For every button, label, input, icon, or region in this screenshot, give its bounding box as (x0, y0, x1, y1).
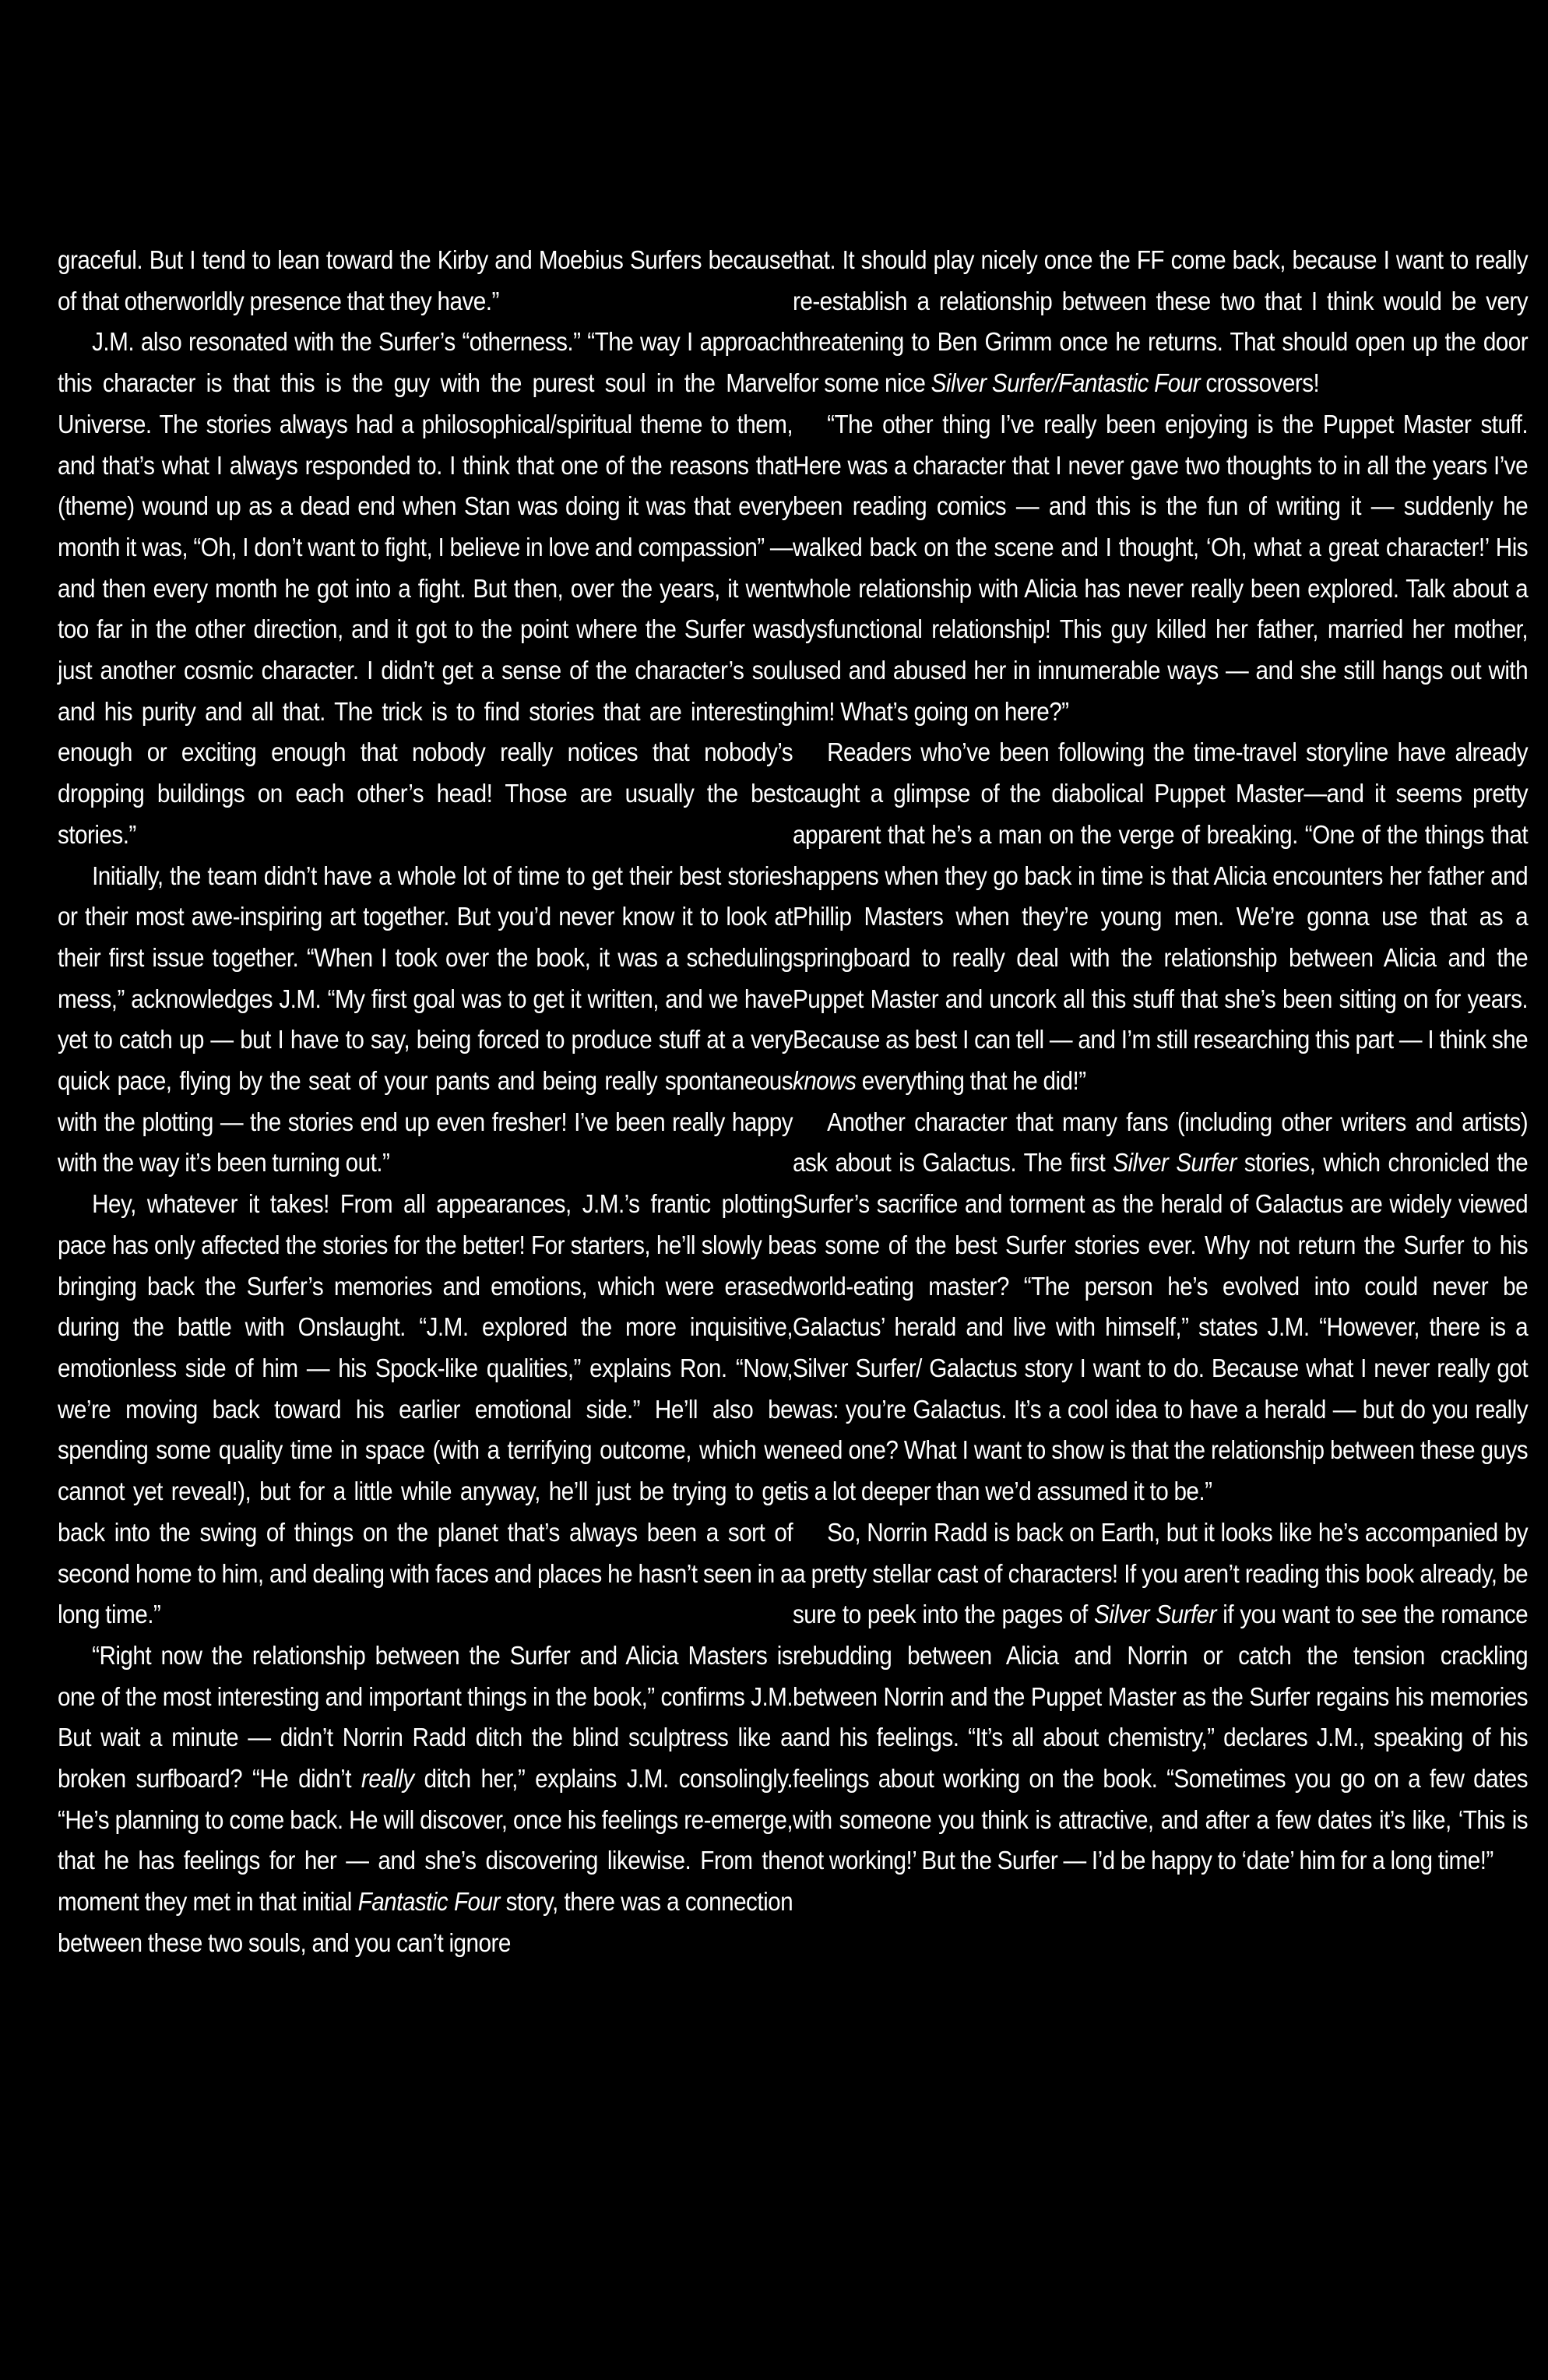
right-text-column (793, 240, 1528, 1882)
paragraph (793, 732, 1528, 1101)
text-run: Readers who’ve been following the time-travel storyline have already caught a glimpse of the diabolical Puppet Master—and it seems pretty apparent that he’s a man on the verge of breaking. “One of the things that happens when they go back in time is that Alicia encounters her father and Phillip Masters when they’re young men. We’re gonna use that as a springboard to really deal with the relationship between Alicia and the Puppet Master and uncork all this stuff that she’s been sitting on for years. Because as best I can tell — and I’m still researching this part — I think she (793, 738, 1529, 1054)
paragraph (793, 1512, 1528, 1882)
paragraph (58, 322, 793, 855)
text-run: Hey, whatever it takes! From all appearances, J.M.’s frantic plotting pace has only affected the stories for the better! For starters, he’ll slowly be bringing back the Surfer’s memories and emotions, which were erased during the battle with Onslaught. “J.M. explored the more inquisitive, emotionless side of him — his Spock-like qualities,” explains Ron. “Now, we’re moving back toward his earlier emotional side.” He’ll also be spending some quality time in space (with a terrifying outcome, which we cannot yet reveal!), but for a little while anyway, he’ll just be trying to get back into the swing of things on the planet that’s always been a sort of second home to him, and dealing with faces and places he hasn’t seen in a long time.” (58, 1189, 793, 1629)
text-run: So, Norrin Radd is back on Earth, but it looks like he’s accompanied by a pretty stellar cast of characters! If you aren’t reading this book already, be sure to peek into the pages of (793, 1517, 1529, 1629)
paragraph (793, 1102, 1528, 1512)
text-run: crossovers! (1200, 368, 1320, 398)
paragraph (58, 856, 793, 1185)
text-run: ditch her,” explains J.M. consolingly. “He’s planning to come back. He will discover, once his feelings re-emerge, that he has feelings for her — and she’s discovering likewise. From the moment they met in that initial (58, 1764, 793, 1917)
text-run: Another character that many fans (including other writers and artists) ask about is Galactus. The first (793, 1107, 1529, 1178)
text-run: “Right now the relationship between the Surfer and Alicia Masters is one of the most interesting and important things in the book,” confirms J.M. But wait a minute — didn’t Norrin Radd ditch the blind sculptress like a broken surfboard? “He didn’t (58, 1640, 793, 1794)
text-run: that. It should play nicely once the FF come back, because I want to really re-establish a relationship between these two that I think would be very threatening to Ben Grimm once he returns. That should open up the door for some nice (793, 245, 1529, 398)
text-run: J.M. also resonated with the Surfer’s “otherness.” “The way I approach this character is that this is the guy with the purest soul in the Marvel Universe. The stories always had a philosophical/spiritual theme to them, and that’s what I always responded to. I think that one of the reasons that (theme) wound up as a dead end when Stan was doing it was that every month it was, “Oh, I don’t want to fight, I believe in love and compassion” — and then every month he got into a fight. But then, over the years, it went too far in the other direction, and it got to the point where the Surfer was just another cosmic character. I didn’t get a sense of the character’s soul and his purity and all that. The trick is to find stories that are interesting enough or exciting enough that nobody really notices that nobody’s dropping buildings on each other’s head! Those are usually the best stories.” (58, 327, 793, 849)
italic-text-run: really (361, 1764, 414, 1794)
text-run: if you want to see the romance rebudding between Alicia and Norrin or catch the tension crackling between Norrin and the Puppet Master as the Surfer regains his memories and his feelings. “It’s all about chemistry,” declares J.M., speaking of his feelings about working on the book. “Sometimes you go on a few dates with someone you think is attractive, and after a few dates it’s like, ‘This is not working!’ But the Surfer — I’d be happy to ‘date’ him for a long time!” (793, 1600, 1529, 1875)
paragraph (793, 240, 1528, 404)
text-run: everything that he did!” (856, 1066, 1086, 1096)
text-run: story, there was a connection between these two souls, and you can’t ignore (58, 1887, 793, 1957)
left-text-column (58, 240, 793, 1964)
italic-text-run: knows (793, 1066, 857, 1096)
paragraph (793, 404, 1528, 733)
text-run: graceful. But I tend to lean toward the Kirby and Moebius Surfers because of that otherworldly presence that they have.” (58, 245, 793, 315)
paragraph (58, 1635, 793, 1964)
text-run: “The other thing I’ve really been enjoying is the Puppet Master stuff. Here was a character that I never gave two thoughts to in all the years I’ve been reading comics — and this is the fun of writing it — suddenly he walked back on the scene and I thought, ‘Oh, what a great character!’ His whole relationship with Alicia has never really been explored. Talk about a dysfunctional relationship! This guy killed her father, married her mother, used and abused her in innumerable ways — and she still hangs out with him! What’s going on here?” (793, 409, 1529, 726)
text-run: stories, which chronicled the Surfer’s sacrifice and torment as the herald of Galactus are widely viewed as some of the best Surfer stories ever. Why not return the Surfer to his world-eating master? “The person he’s evolved into could never be Galactus’ herald and live with himself,” states J.M. “However, there is a Silver Surfer/ Galactus story I want to do. Because what I never really got was: you’re Galactus. It’s a cool idea to have a herald — but do you really need one? What I want to show is that the relationship between these guys is a lot deeper than we’d assumed it to be.” (793, 1148, 1529, 1506)
italic-text-run: Silver Surfer/Fantastic Four (931, 368, 1201, 398)
italic-text-run: Silver Surfer (1113, 1148, 1237, 1178)
italic-text-run: Fantastic Four (357, 1887, 500, 1917)
italic-text-run: Silver Surfer (1094, 1600, 1216, 1629)
paragraph (58, 1184, 793, 1635)
paragraph (58, 240, 793, 322)
text-run: Initially, the team didn’t have a whole lot of time to get their best stories or their most awe-inspiring art together. But you’d never know it to look at their first issue together. “When I took over the book, it was a scheduling mess,” acknowledges J.M. “My first goal was to get it written, and we have yet to catch up — but I have to say, being forced to produce stuff at a very quick pace, flying by the seat of your pants and being really spontaneous with the plotting — the stories end up even fresher! I’ve been really happy with the way it’s been turning out.” (58, 861, 793, 1178)
